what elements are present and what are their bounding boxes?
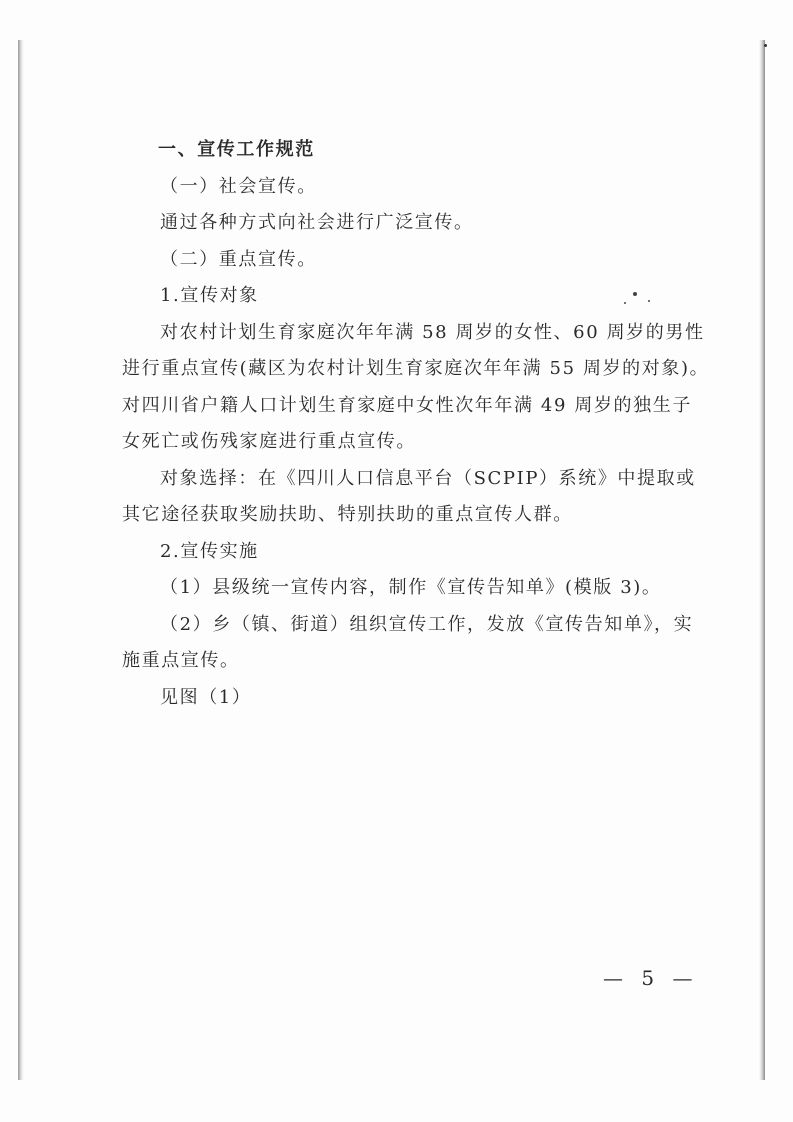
section-heading: 一、宣传工作规范: [158, 139, 315, 160]
item-heading-implementation: 2.宣传实施: [160, 540, 259, 562]
paragraph-line: 女死亡或伤残家庭进行重点宣传。: [122, 431, 416, 452]
paragraph-line: 对象选择：在《四川人口信息平台（SCPIP）系统》中提取或: [160, 467, 696, 489]
scan-speck: [764, 44, 767, 47]
paragraph-line: 对农村计划生育家庭次年年满 58 周岁的女性、60 周岁的男性: [160, 321, 705, 343]
figure-reference: 见图（1）: [160, 686, 252, 708]
document-body: [122, 132, 710, 716]
paragraph-line: （1）县级统一宣传内容，制作《宣传告知单》(模版 3)。: [160, 577, 662, 598]
scan-edge-right: [759, 40, 765, 1080]
paragraph-line: 通过各种方式向社会进行广泛宣传。: [160, 212, 474, 233]
paragraph-line: 其它途径获取奖励扶助、特别扶助的重点宣传人群。: [122, 504, 573, 525]
paragraph-line: 进行重点宣传(藏区为农村计划生育家庭次年年满 55 周岁的对象)。: [122, 358, 710, 379]
paragraph-line: 对四川省户籍人口计划生育家庭中女性次年年满 49 周岁的独生子: [122, 394, 692, 416]
scan-edge-left: [18, 40, 24, 1080]
subsection-social-publicity: （一）社会宣传。: [160, 175, 317, 197]
subsection-key-publicity: （二）重点宣传。: [160, 248, 317, 270]
paragraph-line: （2）乡（镇、街道）组织宣传工作，发放《宣传告知单》，实: [160, 613, 694, 635]
item-heading-targets: 1.宣传对象: [160, 285, 259, 306]
page-number: — 5 —: [603, 966, 699, 990]
paragraph-line: 施重点宣传。: [122, 650, 240, 671]
